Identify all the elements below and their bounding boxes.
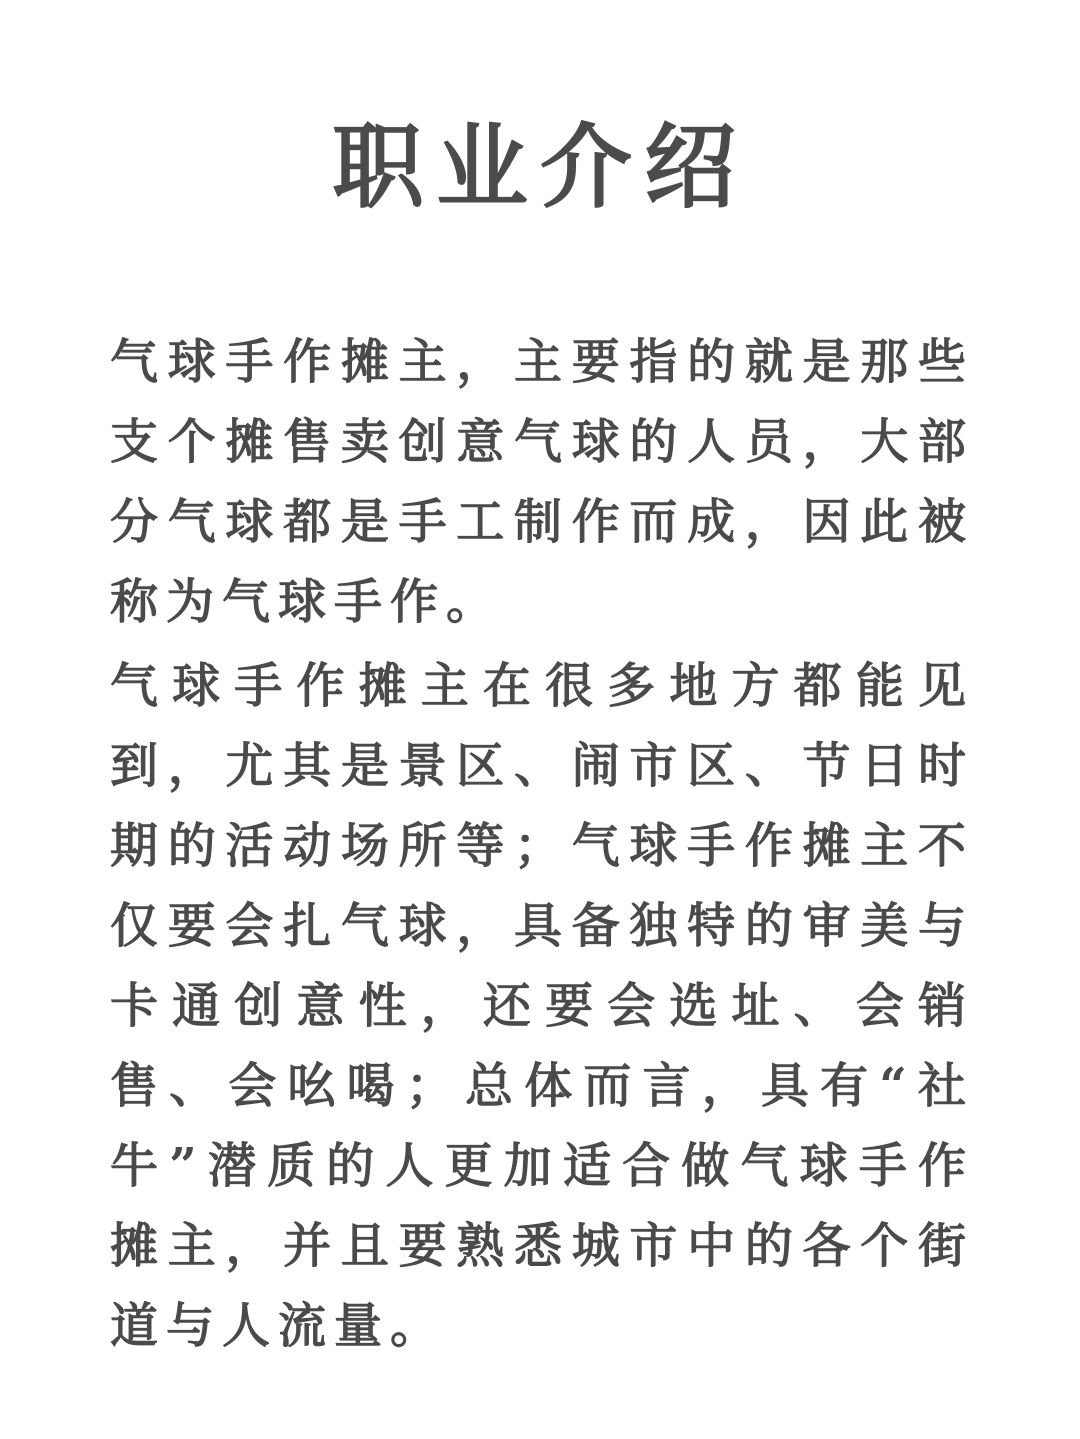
paragraph-2: 气球手作摊主在很多地方都能见到，尤其是景区、闹市区、节日时期的活动场所等；气球手作摊主不仅要会扎气球，具备独特的审美与卡通创意性，还要会选址、会销售、会吆喝；总体而言，具有“社牛”潜质的人更加适合做气球手作摊主，并且要熟悉城市中的各个街道与人流量。 [110, 658, 974, 1354]
article-body [110, 322, 974, 1368]
paragraph-1: 气球手作摊主，主要指的就是那些支个摊售卖创意气球的人员，大部分气球都是手工制作而成，因此被称为气球手作。 [110, 334, 974, 630]
page-title: 职业介绍 [331, 113, 748, 221]
